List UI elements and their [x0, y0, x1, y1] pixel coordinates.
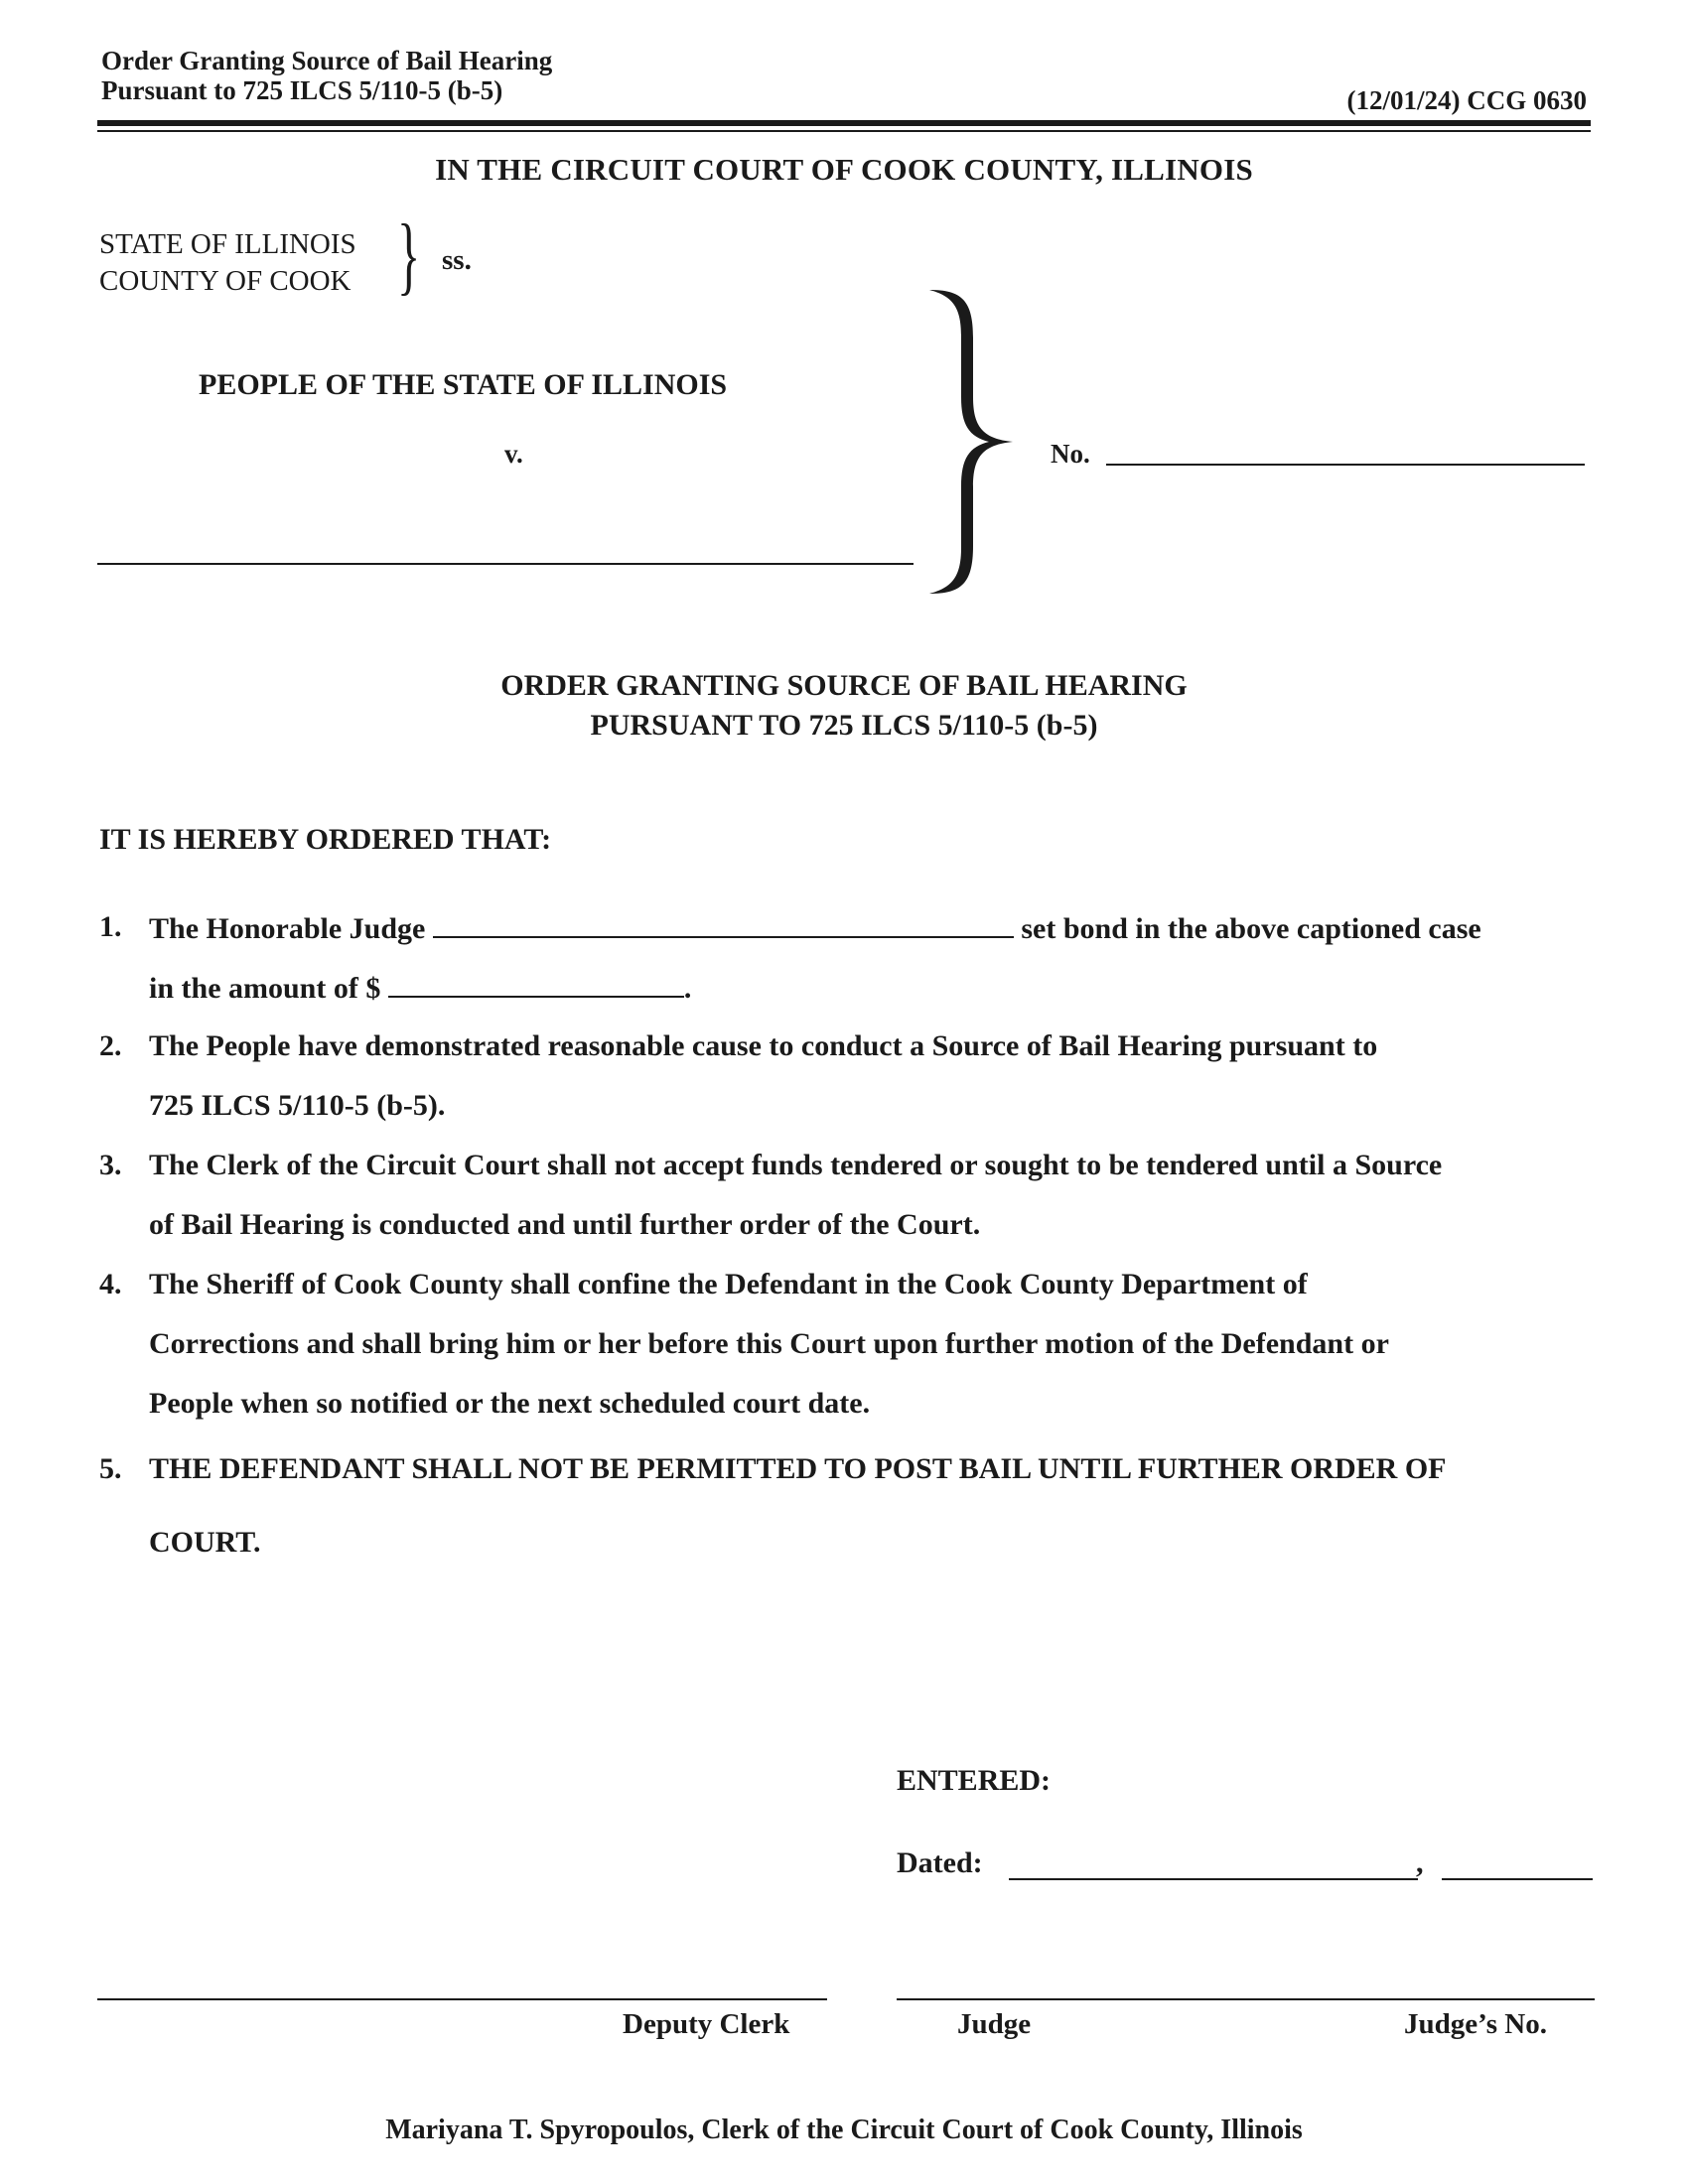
item-2-number: 2.	[99, 1029, 122, 1062]
item-2-line2: 725 ILCS 5/110-5 (b-5).	[149, 1089, 446, 1122]
form-title-line1: Order Granting Source of Bail Hearing	[101, 46, 553, 75]
judge-label: Judge	[957, 2008, 1032, 2040]
order-title-line1: ORDER GRANTING SOURCE OF BAIL HEARING	[500, 669, 1188, 702]
court-title: IN THE CIRCUIT COURT OF COOK COUNTY, ILLINOIS	[435, 152, 1253, 187]
item-1-text-b: set bond in the above captioned case	[1021, 912, 1481, 945]
deputy-clerk-label: Deputy Clerk	[623, 2008, 790, 2040]
item-1-text-a: The Honorable Judge	[149, 912, 426, 945]
venue-ss: ss.	[442, 244, 472, 276]
item-5-line1: THE DEFENDANT SHALL NOT BE PERMITTED TO POST BAIL UNTIL FURTHER ORDER OF	[149, 1452, 1447, 1485]
order-title-line2: PURSUANT TO 725 ILCS 5/110-5 (b-5)	[590, 709, 1098, 742]
item-3-line1: The Clerk of the Circuit Court shall not accept funds tendered or sought to be tendered until a Source	[149, 1149, 1443, 1181]
item-4-line2: Corrections and shall bring him or her before this Court upon further motion of the Defendant or	[149, 1327, 1389, 1360]
bond-amount-field[interactable]	[388, 970, 684, 998]
dated-year-field[interactable]	[1442, 1878, 1593, 1880]
form-title-line2: Pursuant to 725 ILCS 5/110-5 (b-5)	[101, 75, 503, 105]
plaintiff-name: PEOPLE OF THE STATE OF ILLINOIS	[199, 368, 728, 401]
dated-label: Dated:	[897, 1846, 983, 1879]
item-5-number: 5.	[99, 1452, 122, 1485]
order-title	[0, 666, 1688, 746]
item-4-line1: The Sheriff of Cook County shall confine the Defendant in the Cook County Department of	[149, 1268, 1308, 1300]
caption-brace-icon	[921, 288, 1016, 596]
order-intro: IT IS HEREBY ORDERED THAT:	[99, 823, 552, 856]
case-number-label: No.	[1051, 439, 1090, 469]
judge-name-field[interactable]	[433, 910, 1014, 938]
item-1-text-c: in the amount of $	[149, 972, 381, 1005]
header-rule-thin	[97, 130, 1591, 132]
venue-state: STATE OF ILLINOIS	[99, 228, 356, 260]
item-2-line1: The People have demonstrated reasonable cause to conduct a Source of Bail Hearing pursuant to	[149, 1029, 1378, 1062]
footer-clerk: Mariyana T. Spyropoulos, Clerk of the Circuit Court of Cook County, Illinois	[385, 2115, 1303, 2145]
form-title	[101, 46, 552, 105]
form-code: (12/01/24) CCG 0630	[1346, 85, 1587, 115]
defendant-name-field[interactable]	[97, 563, 914, 565]
case-number-field[interactable]	[1106, 464, 1585, 466]
item-1-text-d: .	[683, 972, 692, 1005]
dated-month-day-field[interactable]	[1009, 1878, 1418, 1880]
judge-number-label: Judge’s No.	[1404, 2008, 1547, 2040]
dated-comma: ,	[1416, 1846, 1424, 1879]
versus-label: v.	[504, 439, 523, 469]
deputy-clerk-signature-field[interactable]	[97, 1998, 827, 2000]
item-3-number: 3.	[99, 1149, 122, 1181]
venue-brace-icon: }	[397, 207, 421, 304]
item-1-line1	[149, 910, 1481, 946]
item-4-line3: People when so notified or the next scheduled court date.	[149, 1387, 871, 1420]
item-1-number: 1.	[99, 910, 122, 943]
venue-block	[99, 226, 356, 300]
venue-county: COUNTY OF COOK	[99, 265, 352, 297]
item-3-line2: of Bail Hearing is conducted and until further order of the Court.	[149, 1208, 981, 1241]
item-5-line2: COURT.	[149, 1526, 261, 1559]
entered-label: ENTERED:	[897, 1764, 1052, 1797]
header-rule-thick	[97, 120, 1591, 126]
item-4-number: 4.	[99, 1268, 122, 1300]
item-1-line2	[149, 970, 691, 1006]
judge-signature-field[interactable]	[897, 1998, 1595, 2000]
